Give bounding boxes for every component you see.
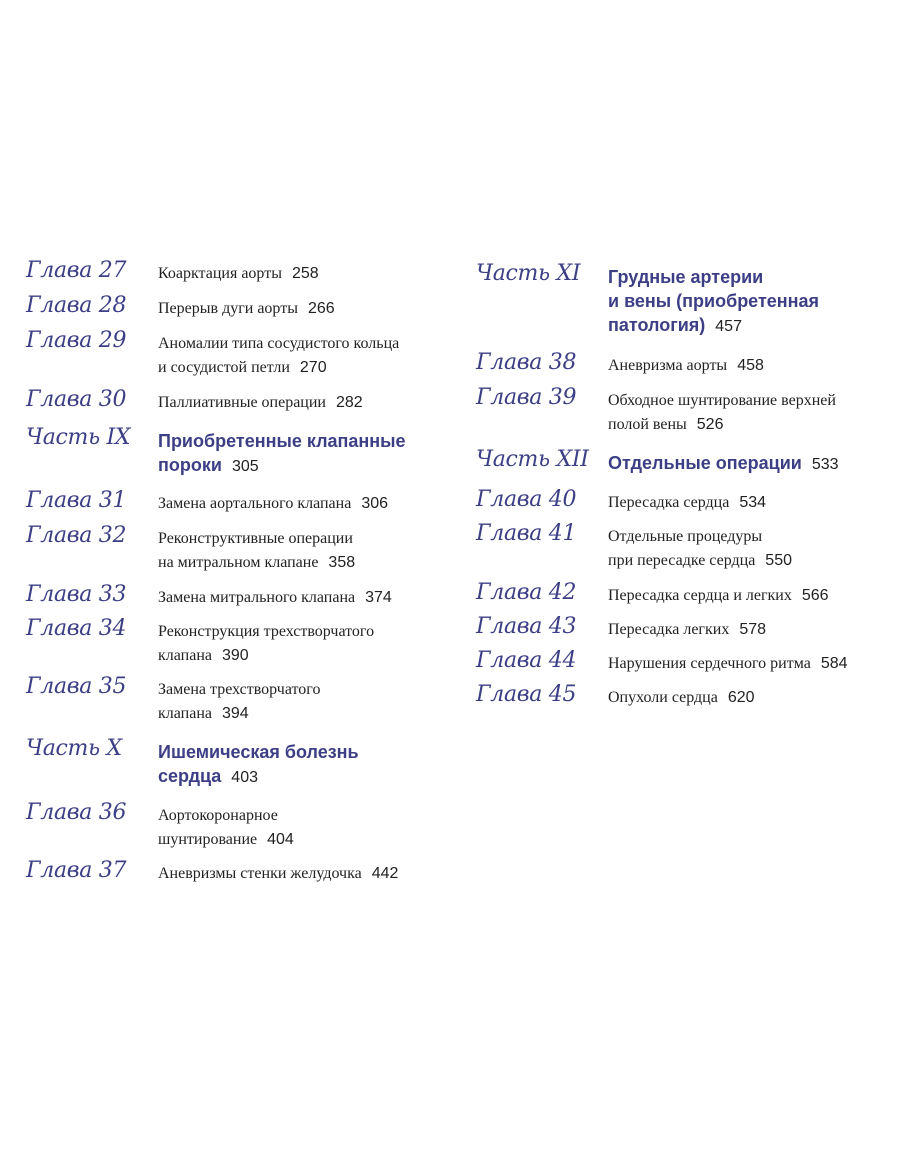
chapter-label: Глава 44 bbox=[476, 648, 577, 673]
chapter-label: Глава 27 bbox=[26, 258, 127, 283]
page-number: 306 bbox=[361, 495, 389, 512]
part-label: Часть IX bbox=[26, 425, 131, 450]
page-number: 394 bbox=[221, 705, 249, 722]
page-number: 305 bbox=[231, 458, 259, 475]
page-number: 358 bbox=[328, 554, 356, 571]
page-number: 534 bbox=[739, 494, 767, 511]
part-title: Приобретенные клапанные пороки 305 bbox=[158, 431, 406, 475]
chapter-label: Глава 29 bbox=[26, 328, 127, 353]
chapter-label: Глава 33 bbox=[26, 582, 127, 607]
page-number: 457 bbox=[715, 318, 742, 335]
chapter-label: Глава 31 bbox=[26, 488, 127, 513]
page-number: 550 bbox=[765, 552, 792, 569]
chapter-title: Замена митрального клапана 374 bbox=[158, 589, 392, 606]
chapter-label: Глава 39 bbox=[476, 385, 577, 410]
chapter-label: Глава 34 bbox=[26, 616, 127, 641]
chapter-title: Аневризмы стенки желудочка 442 bbox=[158, 865, 399, 882]
chapter-title: Опухоли сердца 620 bbox=[608, 689, 755, 706]
chapter-label: Глава 28 bbox=[26, 293, 127, 318]
chapter-label: Глава 43 bbox=[476, 614, 577, 639]
page-number: 270 bbox=[299, 359, 327, 376]
page-number: 374 bbox=[365, 589, 392, 606]
chapter-title: Пересадка сердца и легких 566 bbox=[608, 587, 829, 604]
page-number: 258 bbox=[291, 265, 319, 282]
chapter-title: Пересадка легких 578 bbox=[608, 621, 767, 638]
chapter-label: Глава 41 bbox=[476, 521, 577, 546]
page-number: 282 bbox=[336, 394, 363, 411]
part-title: Грудные артерии и вены (приобретенная патология) 457 bbox=[608, 267, 820, 335]
chapter-label: Глава 40 bbox=[476, 487, 577, 512]
chapter-title: Отдельные процедуры при пересадке сердца 550 bbox=[608, 528, 792, 569]
page-number: 533 bbox=[811, 456, 839, 473]
chapter-label: Глава 32 bbox=[26, 523, 127, 548]
page-number: 578 bbox=[739, 621, 767, 638]
page-number: 442 bbox=[371, 865, 399, 882]
chapter-title: Реконструктивные операции на митральном клапане 358 bbox=[158, 530, 356, 571]
chapter-title: Коарктация аорты 258 bbox=[158, 265, 319, 282]
page-number: 566 bbox=[801, 587, 829, 604]
part-title: Ишемическая болезнь сердца 403 bbox=[158, 742, 359, 786]
chapter-title: Замена трехстворчатого клапана 394 bbox=[158, 681, 321, 722]
chapter-title: Паллиативные операции 282 bbox=[158, 394, 363, 411]
chapter-title: Обходное шунтирование верхней полой вены 526 bbox=[608, 392, 836, 433]
chapter-title: Замена аортального клапана 306 bbox=[158, 495, 389, 512]
chapter-title: Реконструкция трехстворчатого клапана 390 bbox=[158, 623, 375, 664]
page-number: 584 bbox=[820, 655, 848, 672]
page-number: 526 bbox=[696, 416, 724, 433]
page-number: 620 bbox=[727, 689, 755, 706]
chapter-label: Глава 35 bbox=[26, 674, 127, 699]
chapter-title: Аортокоронарное шунтирование 404 bbox=[158, 807, 294, 848]
part-label: Часть X bbox=[26, 736, 122, 761]
page-number: 458 bbox=[737, 357, 764, 374]
part-label: Часть XI bbox=[476, 261, 581, 286]
page-number: 404 bbox=[267, 831, 294, 848]
part-label: Часть XII bbox=[476, 447, 589, 472]
chapter-label: Глава 45 bbox=[476, 682, 577, 707]
page-number: 390 bbox=[221, 647, 249, 664]
page-number: 266 bbox=[307, 300, 335, 317]
chapter-title: Нарушения сердечного ритма 584 bbox=[608, 655, 848, 672]
chapter-label: Глава 37 bbox=[26, 858, 127, 883]
chapter-title: Пересадка сердца 534 bbox=[608, 494, 767, 511]
chapter-label: Глава 36 bbox=[26, 800, 127, 825]
chapter-title: Перерыв дуги аорты 266 bbox=[158, 300, 335, 317]
chapter-label: Глава 42 bbox=[476, 580, 577, 605]
chapter-title: Аневризма аорты 458 bbox=[608, 357, 764, 374]
chapter-label: Глава 38 bbox=[476, 350, 577, 375]
chapter-label: Глава 30 bbox=[26, 387, 127, 412]
part-title: Отдельные операции 533 bbox=[608, 453, 839, 473]
chapter-title: Аномалии типа сосудистого кольца и сосудистой петли 270 bbox=[158, 335, 400, 376]
page-number: 403 bbox=[231, 769, 258, 786]
